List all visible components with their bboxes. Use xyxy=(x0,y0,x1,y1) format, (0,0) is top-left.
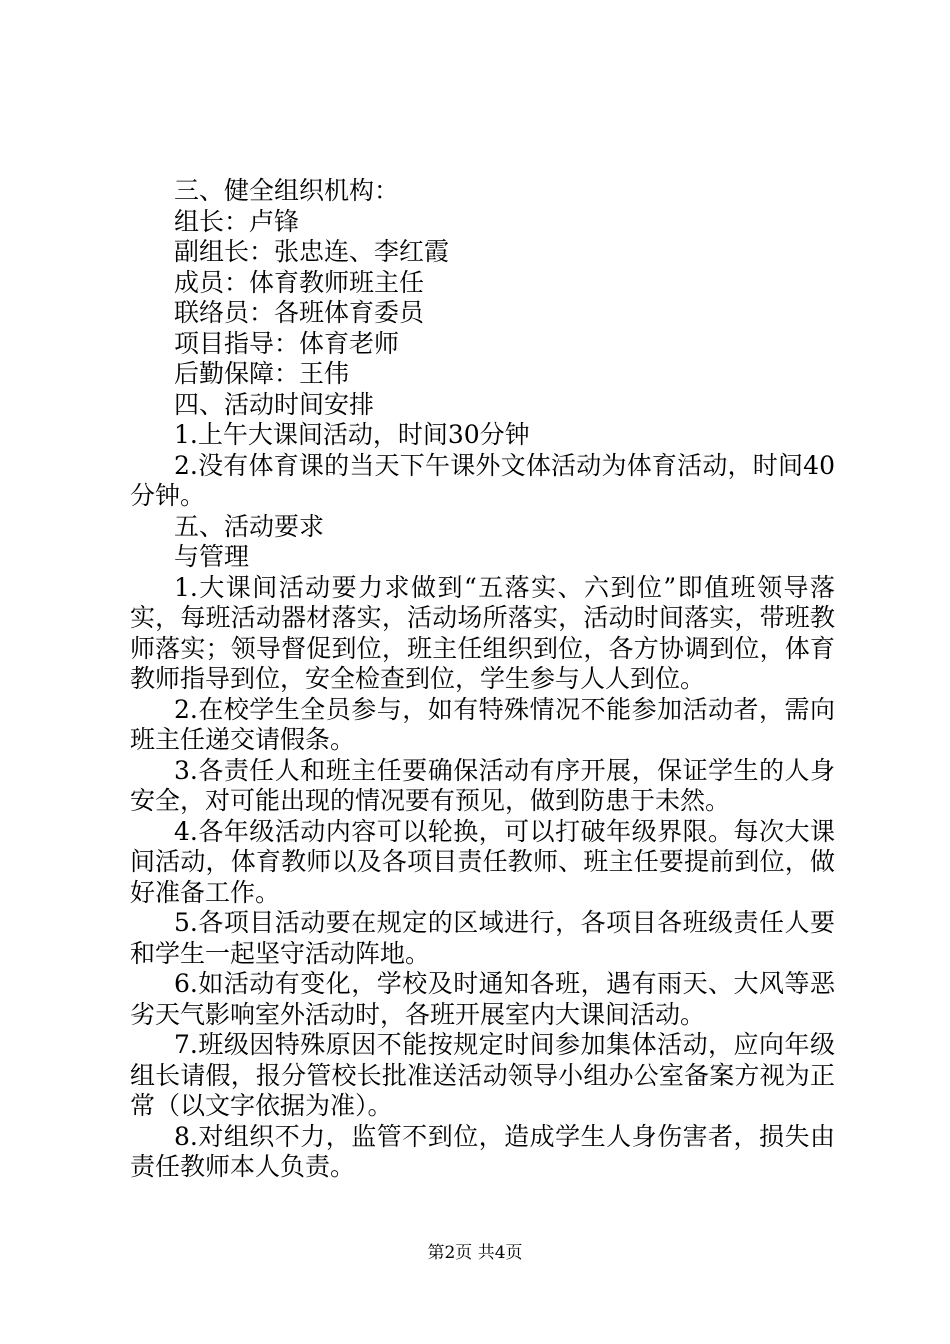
paragraph-leader: 组长：卢锋 xyxy=(174,206,300,236)
paragraph-deputy-leader: 副组长：张忠连、李红霞 xyxy=(174,237,450,266)
paragraph-logistics: 后勤保障：王伟 xyxy=(174,359,350,388)
paragraph-requirement-8: 8.对组织不力，监管不到位，造成学生人身伤害者，损失由责任教师本人负责。 xyxy=(130,1121,835,1181)
paragraph-requirement-6: 6.如活动有变化，学校及时通知各班，遇有雨天、大风等恶劣天气影响室外活动时，各班开展室内大课间活动。 xyxy=(130,969,835,1029)
paragraph-requirement-3: 3.各责任人和班主任要确保活动有序开展，保证学生的人身安全，对可能出现的情况要有预见，做到防患于未然。 xyxy=(130,755,835,815)
paragraph-members: 成员：体育教师班主任 xyxy=(174,267,425,297)
paragraph-project-guidance: 项目指导：体育老师 xyxy=(174,328,400,358)
section-heading-organization: 三、健全组织机构： xyxy=(174,176,400,205)
paragraph-requirement-7: 7.班级因特殊原因不能按规定时间参加集体活动，应向年级组长请假，报分管校长批准送活动领导小组办公室备案方视为正常（以文字依据为准）。 xyxy=(130,1030,835,1120)
paragraph-requirement-5: 5.各项目活动要在规定的区域进行，各项目各班级责任人要和学生一起坚守活动阵地。 xyxy=(130,908,835,968)
paragraph-schedule-1: 1.上午大课间活动，时间30分钟 xyxy=(174,420,530,449)
paragraph-schedule-2: 2.没有体育课的当天下午课外文体活动为体育活动，时间40分钟。 xyxy=(130,450,835,510)
section-heading-requirements: 五、活动要求 xyxy=(174,511,325,541)
page-footer xyxy=(0,1243,950,1263)
section-heading-management: 与管理 xyxy=(174,542,250,571)
document-body xyxy=(130,176,835,1183)
section-heading-schedule: 四、活动时间安排 xyxy=(174,389,375,419)
paragraph-requirement-2: 2.在校学生全员参与，如有特殊情况不能参加活动者，需向班主任递交请假条。 xyxy=(130,694,835,754)
page-number-label: 第2页 共4页 xyxy=(427,1243,523,1263)
paragraph-requirement-1: 1.大课间活动要力求做到“五落实、六到位”即值班领导落实，每班活动器材落实，活动场所落实，活动时间落实，带班教师落实；领导督促到位，班主任组织到位，各方协调到位，体育教师指导到位，安全检查到位，学生参与人人到位。 xyxy=(130,572,835,693)
paragraph-liaison: 联络员：各班体育委员 xyxy=(174,298,425,327)
paragraph-requirement-4: 4.各年级活动内容可以轮换，可以打破年级界限。每次大课间活动，体育教师以及各项目责任教师、班主任要提前到位，做好准备工作。 xyxy=(130,816,835,907)
